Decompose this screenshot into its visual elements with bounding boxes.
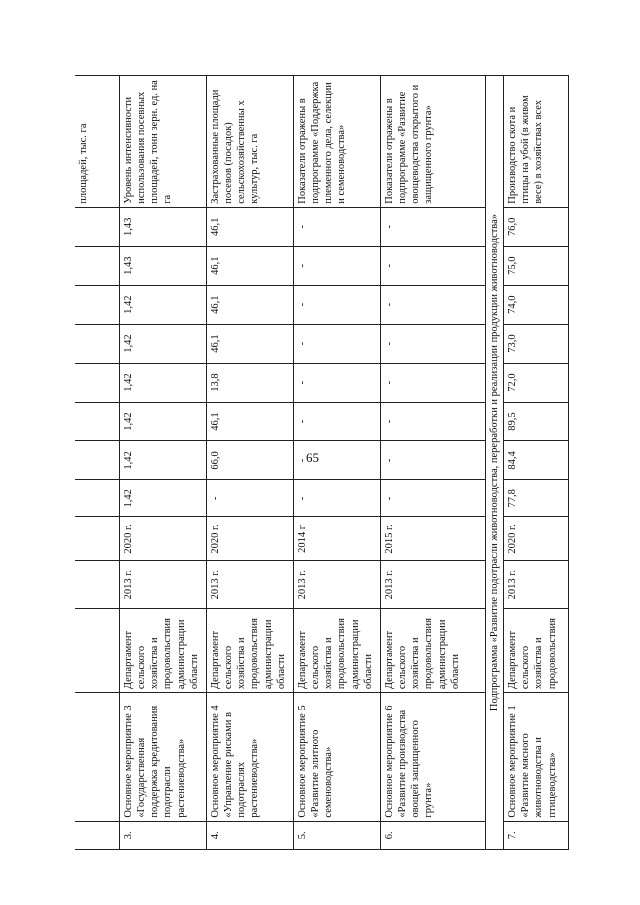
subprogram-title: Подпрограмма «Развитие подотрасли животноводства, переработки и реализации продукции животноводства» [486,76,504,850]
value-cell: - [381,402,486,441]
value-cell: - [381,285,486,324]
row-number: 5. [294,821,381,849]
value-cell: 72,0 [504,363,569,402]
table-row [381,76,486,850]
value-cell: 84,4 [504,441,569,480]
value-cell: 73,0 [504,324,569,363]
value-cell: - [294,363,381,402]
value-cell: 1,43 [120,246,207,285]
activity-cell: Основное мероприятие 6 «Развитие производства овощей защищенного грунта» [381,693,486,821]
activity-cell: Основное мероприятие 3 «Государственная поддержка кредитования подотрасли растениеводства» [120,693,207,821]
value-cell: - [207,480,294,517]
indicator-cell: Производство скота и птицы на убой (в живом весе) в хозяйствах всех [504,76,569,208]
value-cell: - [294,246,381,285]
value-cell: 46,1 [207,402,294,441]
value-cell: 1,42 [120,363,207,402]
start-cell: 2013 г. [381,561,486,608]
indicator-cell: Застрахованные площади посевов (посадок) сельскохозяйственны х культур, тыс. га [207,76,294,208]
end-cell: 2015 г. [381,517,486,561]
value-cell: - [294,285,381,324]
end-cell: 2020 г. [120,517,207,561]
value-cell: 1,42 [120,480,207,517]
value-cell: - [381,207,486,246]
value-cell: - [381,324,486,363]
executor-cell: Департамент сельского хозяйства и продовольствия администрации области [294,608,381,692]
value-cell: 46,1 [207,324,294,363]
activity-cell: Основное мероприятие 5 «Развитие элитного семеноводства» [294,693,381,821]
indicator-cell: Уровень интенсивности использования посевных площадей, тонн зерн. ед. на га [120,76,207,208]
value-cell: - [294,207,381,246]
rotated-table-container [75,75,558,850]
start-cell: 2013 г. [207,561,294,608]
executor-cell: Департамент сельского хозяйства и продовольствия администрации области [207,608,294,692]
value-cell: 1,42 [120,285,207,324]
value-cell: - [381,363,486,402]
start-cell: 2013 г. [504,561,569,608]
activity-cell: Основное мероприятие 4 «Управление рисками в подотраслях растениеводства» [207,693,294,821]
executor-cell: Департамент сельского хозяйства и продовольствия [504,608,569,692]
subprogram-row [486,76,504,850]
row-number: 4. [207,821,294,849]
value-cell: - [381,480,486,517]
value-cell: 1,43 [120,207,207,246]
value-cell: 46,1 [207,246,294,285]
executor-cell: Департамент сельского хозяйства и продовольствия администрации области [381,608,486,692]
value-cell: 46,1 [207,207,294,246]
value-cell: - [294,480,381,517]
value-cell: 75,0 [504,246,569,285]
value-cell: 74,0 [504,285,569,324]
table-row [504,76,569,850]
value-cell: 89,5 [504,402,569,441]
value-cell: - [381,246,486,285]
end-cell: 2014 г [294,517,381,561]
header-last-cell: площадей, тыс. га [75,76,120,208]
value-cell: 46,1 [207,285,294,324]
value-cell: 77,8 [504,480,569,517]
value-cell: - [294,402,381,441]
activities-table [75,75,569,850]
table-row [294,76,381,850]
value-cell: 76,0 [504,207,569,246]
table-row [120,76,207,850]
row-number: 3. [120,821,207,849]
start-cell: 2013 г. [120,561,207,608]
table-row [207,76,294,850]
end-cell: 2020 г. [207,517,294,561]
value-cell: - [294,324,381,363]
value-cell: - [381,441,486,480]
value-cell: 66,0 [207,441,294,480]
indicator-cell: Показатели отражены в подпрограмме «Поддержка племенного дела, селекции и семеноводства» [294,76,381,208]
end-cell: 2020 г. [504,517,569,561]
value-cell: 1,42 [120,441,207,480]
row-number: 7. [504,821,569,849]
value-cell: 1,42 [120,324,207,363]
activity-cell: Основное мероприятие 1 «Развитие мясного животноводства и птицеводства» [504,693,569,821]
value-cell: 13,8 [207,363,294,402]
page-number: 65 [306,450,319,465]
row-number: 6. [381,821,486,849]
start-cell: 2013 г. [294,561,381,608]
indicator-cell: Показатели отражены в подпрограмме «Развитие овощеводства открытого и защищенного грунта» [381,76,486,208]
value-cell: - [294,441,381,480]
executor-cell: Департамент сельского хозяйства и продовольствия администрации области [120,608,207,692]
table-header-row [75,76,120,850]
value-cell: 1,42 [120,402,207,441]
